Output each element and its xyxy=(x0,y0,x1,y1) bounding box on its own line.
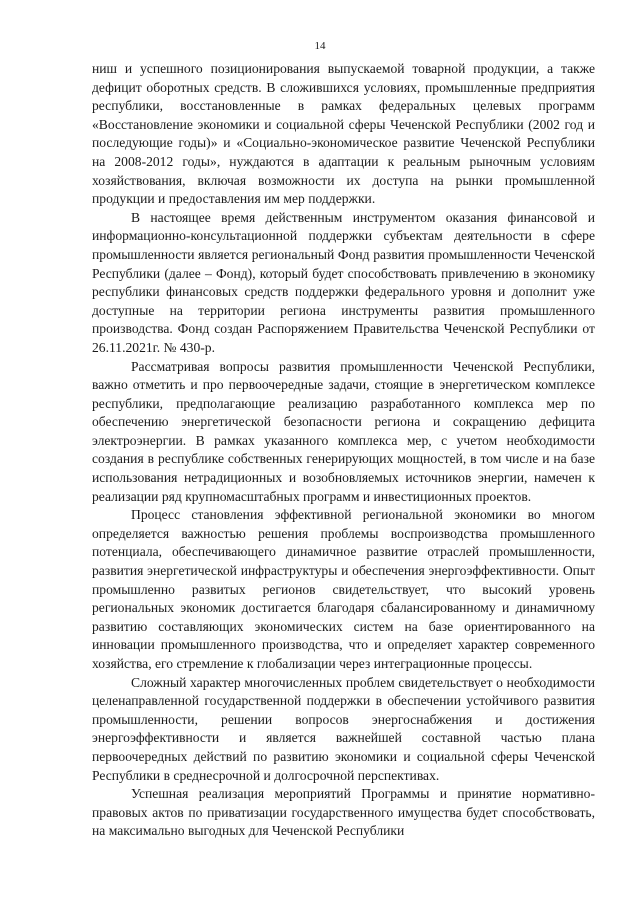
paragraph-fund: В настоящее время действенным инструментом оказания финансовой и информационно-консультационной поддержки субъектам деятельности в сфере промышленности является региональный Фонд развития промышленности Чеченской Республики (далее – Фонд), который будет способствовать привлечению в экономику республики финансовых средств поддержки федерального уровня и дополнит уже доступные на территории региона инструменты развития промышленного производства. Фонд создан Распоряжением Правительства Чеченской Республики от 26.11.2021г. № 430-р. xyxy=(92,209,595,355)
paragraph-regional-economy: Процесс становления эффективной региональной экономики во многом определяется важностью решения проблемы воспроизводства промышленного потенциала, обеспечивающего динамичное развитие отраслей промышленности, развития энергетической инфраструктуры и обеспечения энергоэффективности. Опыт промышленно развитых регионов свидетельствует, что высокий уровень региональных экономик достигается благодаря сбалансированному и динамичному развитию составляющих экономических систем на базе ориентированного на инновации промышленного производства, что и определяет характер современного хозяйства, его стремление к глобализации через интеграционные процессы. xyxy=(92,507,595,671)
document-body xyxy=(92,60,595,841)
paragraph-state-support: Сложный характер многочисленных проблем свидетельствует о необходимости целенаправленной государственной поддержки в обеспечении устойчивого развития промышленности, решении вопросов энергоснабжения и достижения энергоэффективности и является важнейшей составной частью плана первоочередных действий по развитию экономики и социальной сферы Чеченской Республики в среднесрочной и долгосрочной перспективах. xyxy=(92,674,595,783)
page-number: 14 xyxy=(314,40,326,52)
paragraph-privatization: Успешная реализация мероприятий Программы и принятие нормативно-правовых актов по приватизации государственного имущества будет способствовать, на максимально выгодных для Чеченской Республики xyxy=(92,786,595,839)
paragraph-energy: Рассматривая вопросы развития промышленности Чеченской Республики, важно отметить и про первоочередные задачи, стоящие в энергетическом комплексе республики, предполагающие реализацию разработанного комплекса мер по обеспечению энергетической безопасности региона и сокращению дефицита электроэнергии. В рамках указанного комплекса мер, с учетом необходимости создания в республике собственных генерирующих мощностей, в том числе и на базе использования нетрадиционных и возобновляемых источников энергии, намечен к реализации ряд крупномасштабных программ и инвестиционных проектов. xyxy=(92,358,595,504)
paragraph-continuation: ниш и успешного позиционирования выпускаемой товарной продукции, а также дефицит оборотных средств. В сложившихся условиях, промышленные предприятия республики, восстановленные в рамках федеральных целевых программ «Восстановление экономики и социальной сферы Чеченской Республики (2002 год и последующие годы)» и «Социально-экономическое развитие Чеченской Республики на 2008-2012 годы», нуждаются в адаптации к реальным рыночным условиям хозяйствования, включая возможности их доступа на рынки промышленной продукции и предоставления им мер поддержки. xyxy=(92,61,595,207)
